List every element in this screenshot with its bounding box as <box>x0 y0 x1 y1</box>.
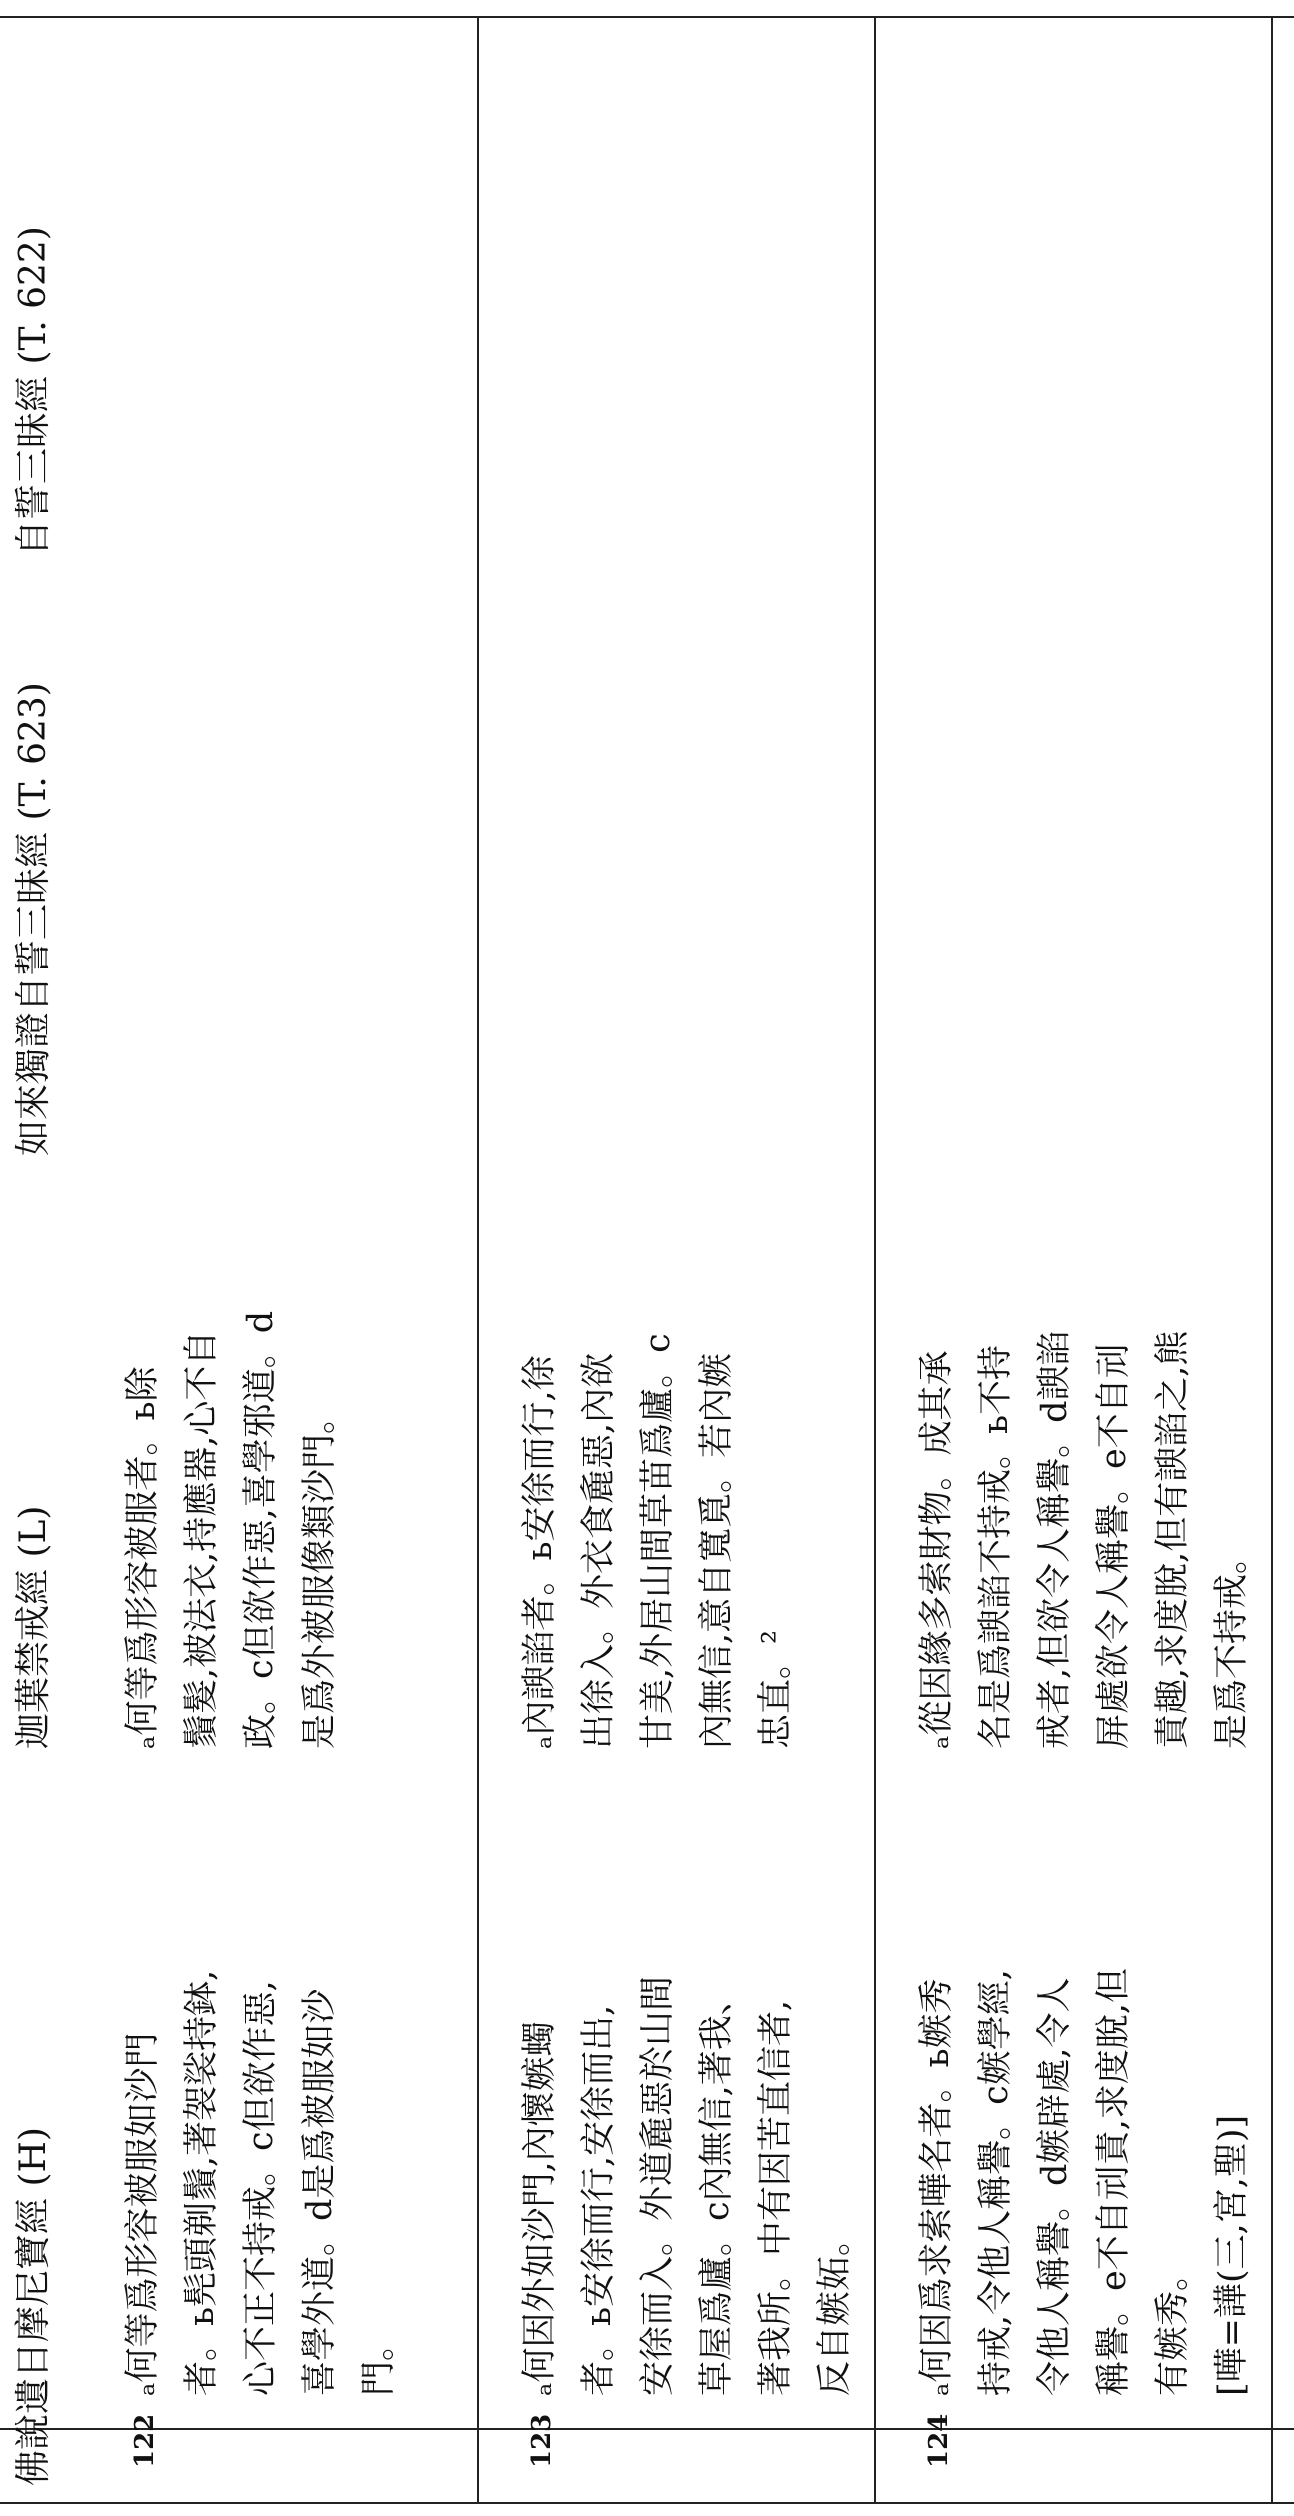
text-line: ₐ何因爲求索嘩名者。ь嫉秀 <box>917 1978 957 2396</box>
table-row <box>90 0 480 2516</box>
text-line: 是爲不持戒。 <box>1212 1538 1252 1749</box>
column-header-l: 迦葉禁戒經 (L) <box>13 1505 54 1749</box>
text-line: 名是爲諛諂不持戒。ь不持 <box>976 1344 1016 1749</box>
text-line: 稱譽。e不自刓責,求度脫,但 <box>1094 1968 1134 2396</box>
text-line: 者。ь安徐而行,安徐而出, <box>579 2004 619 2396</box>
column-header-h: 佛說遺日摩尼寶經 (H) <box>13 2127 54 2486</box>
text-line: 政。c但欲作惡,喜學邪道。d <box>241 1310 281 1749</box>
text-line: 喜學外道。d是爲被服如沙 <box>300 1988 340 2396</box>
text-line: 是爲外被服像類沙門。 <box>300 1398 340 1749</box>
table-row <box>487 0 877 2516</box>
text-line: ₐ何因外如沙門,內懷嫉蠋 <box>520 2021 560 2396</box>
text-line: 草屋爲廬。c內無信,著我、 <box>697 1980 737 2396</box>
text-line: ₐ從因緣多索財物。成其承 <box>917 1350 957 1749</box>
text-line: 內無信,意自寬覓。若內嫉 <box>697 1352 737 1749</box>
cell-l <box>511 1149 806 1749</box>
text-line: ₐ內諛諂者。ь安徐而行,徐 <box>520 1355 560 1749</box>
text-line: ₐ何等爲形容被服者。ь除 <box>123 1366 163 1749</box>
text-line: 甘美,外居山間草苗爲廬。c <box>638 1333 678 1749</box>
text-line: ₐ何等爲形容被服如沙門 <box>123 2032 163 2396</box>
text-line: 責趣,求度脫,但有諛諂之,熊 <box>1153 1330 1193 1749</box>
text-line: 屏處欲令人稱譽。e不自刓 <box>1094 1343 1134 1749</box>
cell-h <box>908 1786 1262 2396</box>
row-number: 124 <box>924 2413 954 2468</box>
text-line: 心不正不持戒。c但欲作惡, <box>241 1980 281 2396</box>
row-number: 122 <box>130 2413 160 2468</box>
text-line: 有嫉秀。 <box>1153 2255 1193 2396</box>
text-line: 忠直。² <box>756 1629 796 1749</box>
text-line: 反自嫉妬。 <box>815 2220 855 2396</box>
text-line: 令他人稱譽。d嫉辟處,令人 <box>1035 1977 1075 2396</box>
variant-note: [嘩=譁(三,宮,聖)] <box>1212 2114 1252 2396</box>
column-header-t622: 自誓三昧經 (T. 622) <box>13 226 54 556</box>
text-line: 安徐而入。外道麁惡於山間 <box>638 1975 678 2396</box>
cell-h <box>511 1786 865 2396</box>
text-line: 者。ь髡頭剃鬚,著袈裟持鉢, <box>182 1969 222 2396</box>
text-line: 持戒,令他人稱譽。c嫉學經, <box>976 1969 1016 2396</box>
text-line: 著我所。中有因苦直信者, <box>756 1999 796 2396</box>
text-line: 鬚髮,被法衣,持應器,心不自 <box>182 1330 222 1749</box>
text-line: 出徐入。外衣食麁惡,內欲 <box>579 1352 619 1749</box>
cell-h <box>114 1786 409 2396</box>
cell-l <box>908 1149 1262 1749</box>
row-number: 123 <box>527 2413 557 2468</box>
text-line: 門。 <box>359 2325 399 2396</box>
cell-l <box>114 1149 350 1749</box>
text-line: 戒者,但欲令人稱譽。d諛諂 <box>1035 1330 1075 1749</box>
table-row <box>884 0 1284 2516</box>
column-header-t623: 如來獨證自誓三昧經 (T. 623) <box>13 682 54 1156</box>
